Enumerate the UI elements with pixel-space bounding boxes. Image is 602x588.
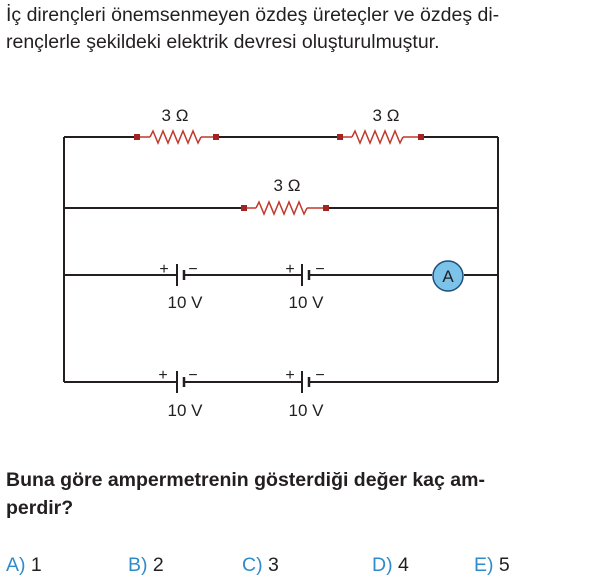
battery-third-right: [302, 264, 309, 286]
option-b-letter: B): [128, 554, 148, 576]
battery-third-right-plus: +: [285, 261, 295, 278]
battery-third-right-voltage: 10 V: [288, 293, 324, 312]
intro-line-2: rençlerle şekildeki elektrik devresi oluşturulmuştur.: [6, 31, 440, 53]
battery-third-left-minus: −: [188, 261, 198, 278]
branch-third: [64, 261, 498, 312]
battery-bottom-right: [302, 371, 309, 393]
question-text: [6, 466, 485, 522]
option-e-letter: E): [474, 554, 494, 576]
option-c[interactable]: [242, 554, 279, 577]
battery-bottom-right-minus: −: [315, 367, 325, 384]
option-c-letter: C): [242, 554, 263, 576]
resistor-top-right-label: 3 Ω: [372, 106, 400, 125]
option-a-letter: A): [6, 554, 26, 576]
option-e[interactable]: [474, 554, 510, 577]
battery-bottom-right-voltage: 10 V: [288, 401, 324, 420]
question-line-1: Buna göre ampermetrenin gösterdiği değer kaç am-: [6, 469, 485, 491]
battery-bottom-right-plus: +: [285, 367, 295, 384]
resistor-middle-label: 3 Ω: [273, 176, 301, 195]
battery-bottom-left-plus: +: [158, 367, 168, 384]
option-d-letter: D): [372, 554, 393, 576]
ammeter: [433, 261, 463, 291]
option-b[interactable]: [128, 554, 164, 577]
option-b-value: 2: [152, 554, 164, 576]
battery-bottom-left-minus: −: [188, 367, 198, 384]
branch-middle: [64, 176, 498, 214]
option-c-value: 3: [268, 554, 279, 576]
option-d[interactable]: [372, 554, 409, 577]
battery-third-left: [177, 264, 184, 286]
battery-third-left-plus: +: [159, 261, 169, 278]
question-line-2: perdir?: [6, 497, 74, 519]
branch-top: [64, 106, 498, 143]
branch-bottom: [64, 367, 498, 420]
option-e-value: 5: [498, 554, 510, 576]
option-a-value: 1: [30, 554, 42, 576]
resistor-top-left: [134, 131, 219, 143]
battery-third-right-minus: −: [315, 261, 325, 278]
answer-options: [0, 554, 602, 582]
resistor-top-right: [337, 131, 424, 143]
resistor-top-left-label: 3 Ω: [161, 106, 189, 125]
battery-bottom-left: [177, 371, 184, 393]
intro-line-1: İç dirençleri önemsenmeyen özdeş üreteçler ve özdeş di-: [6, 4, 500, 26]
resistor-middle: [241, 202, 329, 214]
option-d-value: 4: [398, 554, 409, 576]
battery-bottom-left-voltage: 10 V: [167, 401, 203, 420]
ammeter-symbol: A: [442, 267, 454, 286]
battery-third-left-voltage: 10 V: [167, 293, 203, 312]
option-a[interactable]: [6, 554, 42, 577]
